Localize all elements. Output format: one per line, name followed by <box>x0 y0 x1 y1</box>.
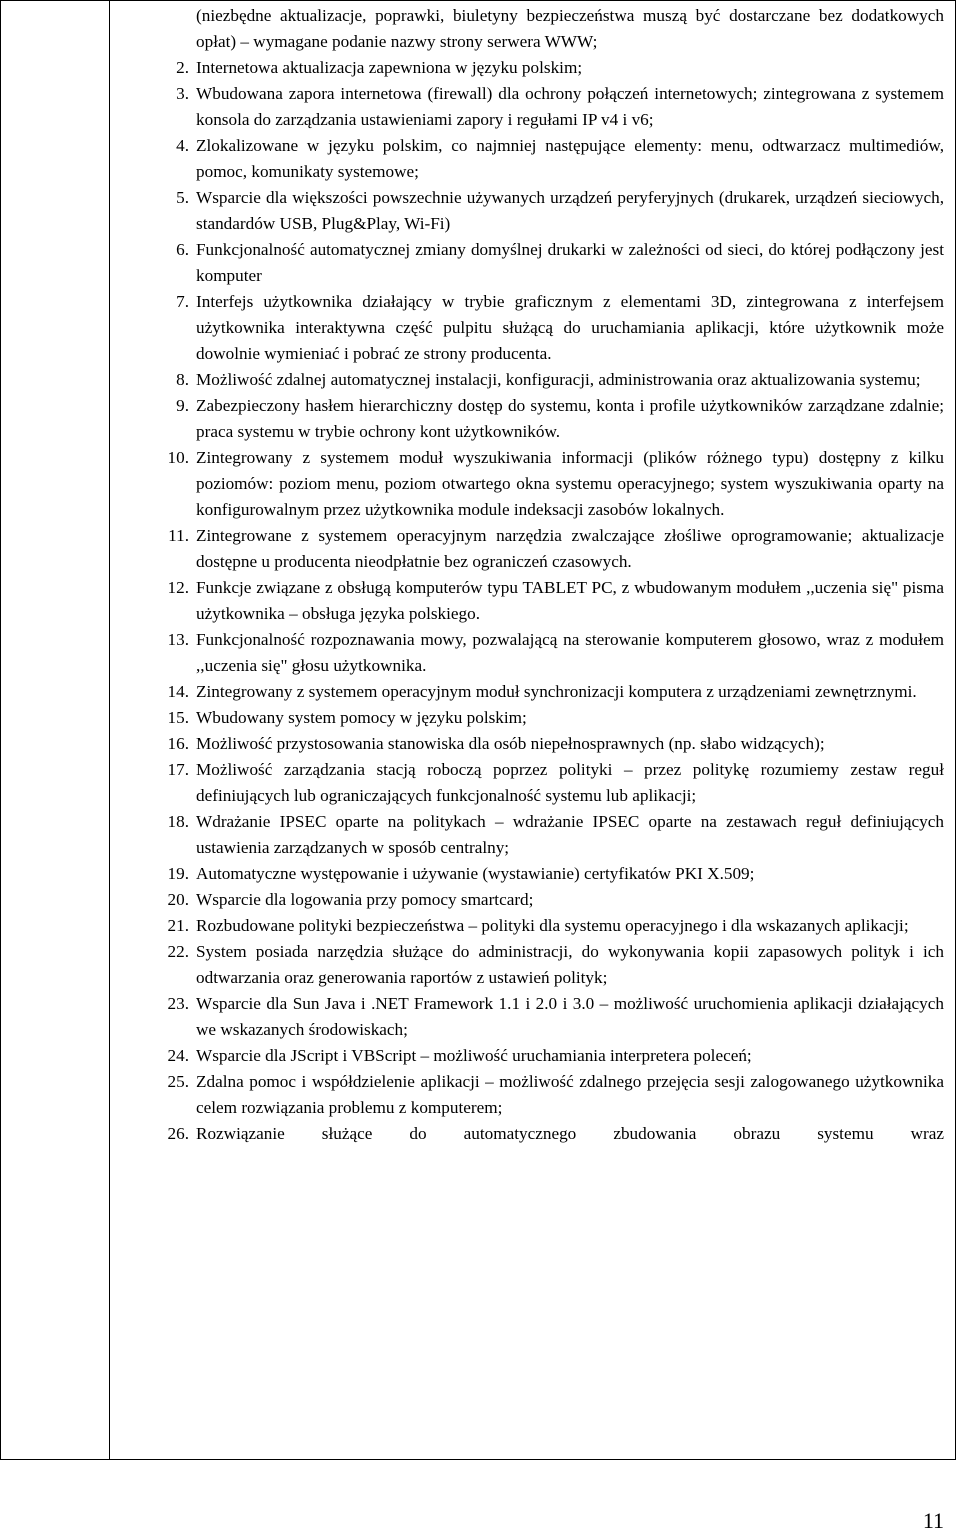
list-item-number: 5. <box>176 188 189 207</box>
list-item <box>167 705 944 731</box>
list-item-text: Wsparcie dla JScript i VBScript – możliwość uruchamiania interpretera poleceń; <box>196 1046 752 1065</box>
list-item-number: 8. <box>176 370 189 389</box>
list-item-number: 22. <box>167 942 189 961</box>
list-item-text: Zlokalizowane w języku polskim, co najmniej następujące elementy: menu, odtwarzacz multimediów, pomoc, komunikaty systemowe; <box>196 136 944 181</box>
requirements-content <box>167 3 944 1147</box>
list-item-number: 16. <box>167 734 189 753</box>
list-item <box>176 237 944 289</box>
list-item-text: System posiada narzędzia służące do administracji, do wykonywania kopii zapasowych polityk i ich odtwarzania oraz generowania raportów z ustawień polityk; <box>196 942 944 987</box>
list-item-text: Zintegrowany z systemem moduł wyszukiwania informacji (plików różnego typu) dostępny z kilku poziomów: poziom menu, poziom otwartego okna systemu operacyjnego; system wyszukiwania oparty na konfigurowalnym przez użytkownika module indeksacji zasobów lokalnych. <box>196 448 944 519</box>
list-item-number: 12. <box>167 578 189 597</box>
requirements-list <box>167 55 944 1147</box>
list-item <box>167 627 944 679</box>
list-item <box>176 133 944 185</box>
list-item <box>176 289 944 367</box>
list-item-number: 23. <box>167 994 189 1013</box>
list-item-number: 24. <box>167 1046 189 1065</box>
list-item-number: 11. <box>168 526 189 545</box>
list-item <box>168 523 944 575</box>
list-item <box>167 991 944 1043</box>
list-item <box>167 861 944 887</box>
list-item <box>176 185 944 237</box>
list-item-number: 13. <box>167 630 189 649</box>
list-item-number: 7. <box>176 292 189 311</box>
list-item-text: Zabezpieczony hasłem hierarchiczny dostęp do systemu, konta i profile użytkowników zarządzane zdalnie; praca systemu w trybie ochrony kont użytkowników. <box>196 396 944 441</box>
list-item-text: Automatyczne występowanie i używanie (wystawianie) certyfikatów PKI X.509; <box>196 864 755 883</box>
list-item <box>176 367 944 393</box>
list-item-number: 14. <box>167 682 189 701</box>
list-item-text: Rozbudowane polityki bezpieczeństwa – polityki dla systemu operacyjnego i dla wskazanych aplikacji; <box>196 916 909 935</box>
list-item <box>167 757 944 809</box>
list-item <box>176 393 944 445</box>
list-item-text: Funkcjonalność rozpoznawania mowy, pozwalającą na sterowanie komputerem głosowo, wraz z modułem ,,uczenia się" głosu użytkownika. <box>196 630 944 675</box>
list-item-number: 9. <box>176 396 189 415</box>
list-item-number: 17. <box>167 760 189 779</box>
list-item-number: 20. <box>167 890 189 909</box>
list-item-text: Wsparcie dla większości powszechnie używanych urządzeń peryferyjnych (drukarek, urządzeń sieciowych, standardów USB, Plug&Play, Wi-Fi) <box>196 188 944 233</box>
list-item-number: 21. <box>167 916 189 935</box>
list-item-number: 3. <box>176 84 189 103</box>
list-item <box>167 809 944 861</box>
list-item-text: Możliwość zarządzania stacją roboczą poprzez polityki – przez politykę rozumiemy zestaw reguł definiujących lub ograniczających funkcjonalność systemu lub aplikacji; <box>196 760 944 805</box>
list-item-number: 26. <box>167 1124 189 1143</box>
column-divider <box>109 1 110 1459</box>
list-item <box>176 81 944 133</box>
list-item-text: Zintegrowane z systemem operacyjnym narzędzia zwalczające złośliwe oprogramowanie; aktualizacje dostępne u producenta nieodpłatnie bez ograniczeń czasowych. <box>196 526 944 571</box>
list-item <box>167 679 944 705</box>
page-number: 11 <box>922 1508 944 1533</box>
list-item <box>167 1121 944 1147</box>
list-item <box>167 1043 944 1069</box>
list-item-number: 10. <box>167 448 189 467</box>
list-item-text: Funkcje związane z obsługą komputerów typu TABLET PC, z wbudowanym modułem ,,uczenia się" pisma użytkownika – obsługa języka polskiego. <box>196 578 944 623</box>
list-item-number: 19. <box>167 864 189 883</box>
list-item <box>176 55 944 81</box>
list-item-text: Zintegrowany z systemem operacyjnym moduł synchronizacji komputera z urządzeniami zewnętrznymi. <box>196 682 917 701</box>
list-item-text: Wdrażanie IPSEC oparte na politykach – wdrażanie IPSEC oparte na zestawach reguł definiujących ustawienia zarządzanych w sposób centralny; <box>196 812 944 857</box>
list-item-text: Możliwość zdalnej automatycznej instalacji, konfiguracji, administrowania oraz aktualizowania systemu; <box>196 370 921 389</box>
list-item-text: Funkcjonalność automatycznej zmiany domyślnej drukarki w zależności od sieci, do której podłączony jest komputer <box>196 240 944 285</box>
list-item-text: Możliwość przystosowania stanowiska dla osób niepełnosprawnych (np. słabo widzących); <box>196 734 825 753</box>
list-item-number: 15. <box>167 708 189 727</box>
list-item-text: Internetowa aktualizacja zapewniona w języku polskim; <box>196 58 583 77</box>
list-item <box>167 887 944 913</box>
list-item-text: Wsparcie dla Sun Java i .NET Framework 1.1 i 2.0 i 3.0 – możliwość uruchomienia aplikacji działających we wskazanych środowiskach; <box>196 994 944 1039</box>
list-item-text: Wbudowany system pomocy w języku polskim; <box>196 708 527 727</box>
list-item <box>167 1069 944 1121</box>
intro-paragraph: (niezbędne aktualizacje, poprawki, biuletyny bezpieczeństwa muszą być dostarczane bez dodatkowych opłat) – wymagane podanie nazwy strony serwera WWW; <box>196 6 944 51</box>
list-item <box>167 731 944 757</box>
list-item-number: 18. <box>167 812 189 831</box>
list-item <box>167 575 944 627</box>
list-item-number: 25. <box>167 1072 189 1091</box>
list-item-text: Rozwiązanie służące do automatycznego zbudowania obrazu systemu wraz <box>196 1124 944 1143</box>
list-item-text: Wsparcie dla logowania przy pomocy smartcard; <box>196 890 534 909</box>
list-item-number: 6. <box>176 240 189 259</box>
list-item-text: Wbudowana zapora internetowa (firewall) dla ochrony połączeń internetowych; zintegrowana z systemem konsola do zarządzania ustawieniami zapory i regułami IP v4 i v6; <box>196 84 944 129</box>
list-item <box>167 445 944 523</box>
list-item <box>167 939 944 991</box>
list-item-text: Interfejs użytkownika działający w trybie graficznym z elementami 3D, zintegrowana z interfejsem użytkownika interaktywna część pulpitu służącą do uruchamiania aplikacji, które użytkownik może dowolnie wymieniać i pobrać ze strony producenta. <box>196 292 944 363</box>
list-item <box>167 913 944 939</box>
list-item-number: 2. <box>176 58 189 77</box>
list-item-text: Zdalna pomoc i współdzielenie aplikacji – możliwość zdalnego przejęcia sesji zalogowanego użytkownika celem rozwiązania problemu z komputerem; <box>196 1072 944 1117</box>
list-item-number: 4. <box>176 136 189 155</box>
